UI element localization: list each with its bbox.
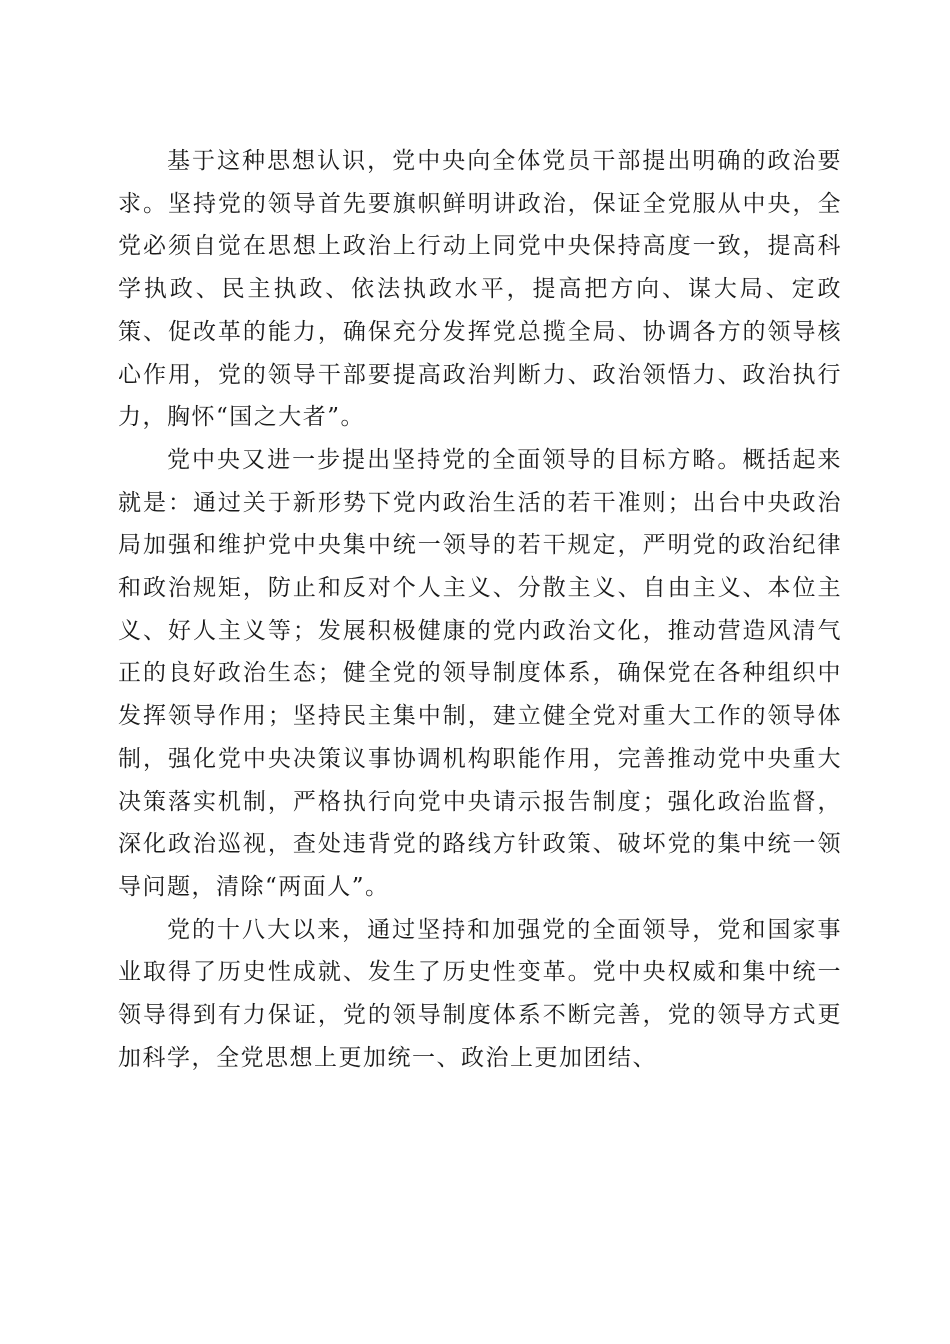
paragraph-goals-strategy: 党中央又进一步提出坚持党的全面领导的目标方略。概括起来就是：通过关于新形势下党内政治生活的若干准则；出台中央政治局加强和维护党中央集中统一领导的若干规定，严明党的政治纪律和政治规矩，防止和反对个人主义、分散主义、自由主义、本位主义、好人主义等；发展积极健康的党内政治文化，推动营造风清气正的良好政治生态；健全党的领导制度体系，确保党在各种组织中发挥领导作用；坚持民主集中制，建立健全党对重大工作的领导体制，强化党中央决策议事协调机构职能作用，完善推动党中央重大决策落实机制，严格执行向党中央请示报告制度；强化政治监督，深化政治巡视，查处违背党的路线方针政策、破坏党的集中统一领导问题，清除“两面人”。 [118,446,842,900]
document-body [118,140,842,1079]
paragraph-political-requirements: 基于这种思想认识，党中央向全体党员干部提出明确的政治要求。坚持党的领导首先要旗帜鲜明讲政治，保证全党服从中央，全党必须自觉在思想上政治上行动上同党中央保持高度一致，提高科学执政、民主执政、依法执政水平，提高把方向、谋大局、定政策、促改革的能力，确保充分发挥党总揽全局、协调各方的领导核心作用，党的领导干部要提高政治判断力、政治领悟力、政治执行力，胸怀“国之大者”。 [118,148,842,431]
paragraph-achievements: 党的十八大以来，通过坚持和加强党的全面领导，党和国家事业取得了历史性成就、发生了历史性变革。党中央权威和集中统一领导得到有力保证，党的领导制度体系不断完善，党的领导方式更加科学，全党思想上更加统一、政治上更加团结、 [118,916,842,1071]
